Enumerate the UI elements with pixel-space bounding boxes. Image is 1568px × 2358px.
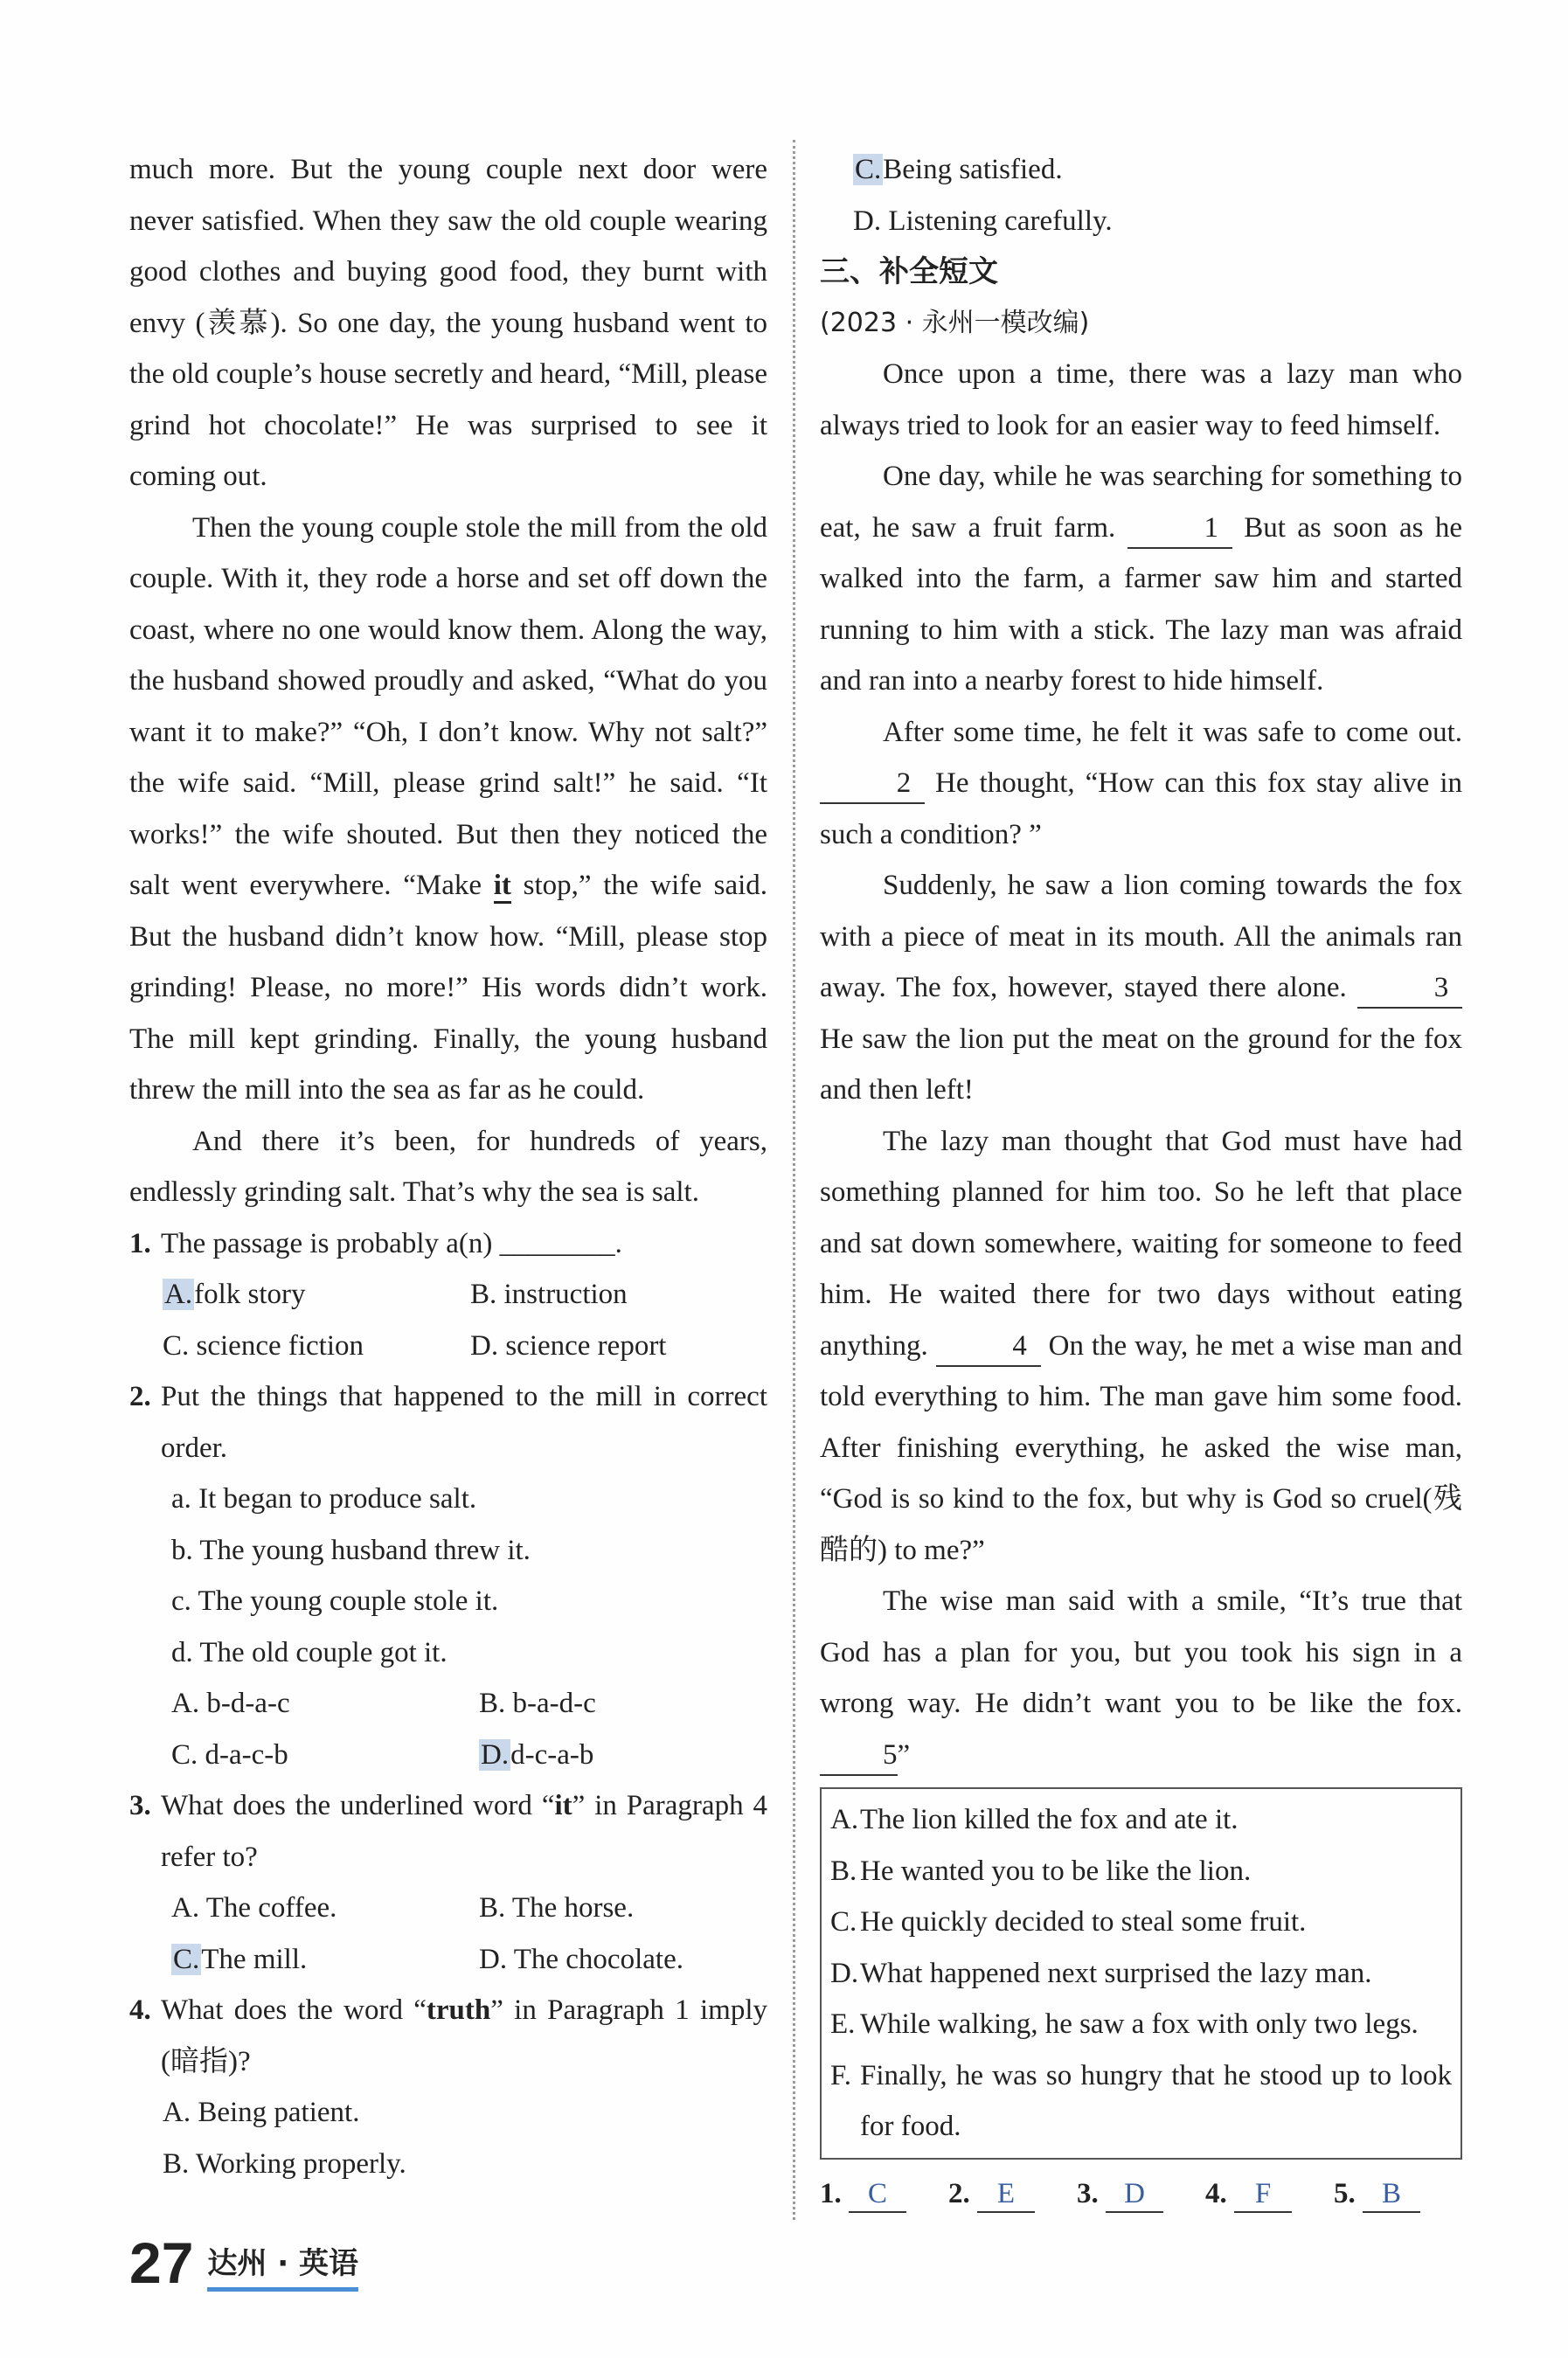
blank-5[interactable]: 5 (820, 1736, 898, 1776)
blank-3[interactable]: 3 (1357, 968, 1462, 1009)
option-b[interactable]: B. instruction (470, 1279, 628, 1310)
question-3: 3. What does the underlined word “it” in Paragraph 4 refer to? (129, 1790, 767, 1873)
passage-paragraph: Suddenly, he saw a lion coming towards the fox with a piece of meat in its mouth. All the animals ran away. The fox, however, stayed there alone. 3 He saw the lion put the meat on the ground for the fox and then left! (820, 870, 1462, 1106)
option-d[interactable]: D.d-c-a-b (481, 1738, 594, 1771)
order-item: b. The young husband threw it. (171, 1534, 531, 1566)
option-a[interactable]: A. b-d-a-c (171, 1688, 290, 1719)
answer-mark: C. (855, 154, 882, 185)
option-c[interactable]: C. science fiction (163, 1329, 364, 1362)
underlined-word: it (494, 870, 511, 904)
source-note: (2023 · 永州一模改编) (820, 307, 1090, 338)
option-c[interactable]: C.Being satisfied. (855, 154, 1063, 185)
option-c[interactable]: C.The mill. (173, 1943, 308, 1975)
question-1-options (129, 1269, 767, 1371)
passage-paragraph: And there it’s been, for hundreds of years, endlessly grinding salt. That’s why the sea is salt. (129, 1125, 767, 1208)
option-a[interactable]: A. The lion killed the fox and ate it. (830, 1804, 1238, 1835)
blank-2[interactable]: 2 (820, 764, 925, 804)
left-column (129, 144, 767, 2189)
answer-1[interactable]: 1. C (820, 2168, 948, 2220)
passage-paragraph: One day, while he was searching for something to eat, he saw a fruit farm. 1 But as soon as he walked into the farm, a farmer saw him and started running to him with a stick. The lazy man was afraid and ran into a nearby forest to hide himself. (820, 461, 1463, 697)
passage-paragraph: The lazy man thought that God must have had something planned for him too. So he left that place and sat down somewhere, waiting for someone to feed him. He waited there for two days without eating anything. 4 On the way, he met a wise man and told everything to him. The man gave him some food. After finishing everything, he asked the wise man, “God is so kind to the fox, but why is God so cruel(残酷的) to me?” (820, 1125, 1463, 1566)
answer-3[interactable]: 3. D (1077, 2168, 1205, 2220)
option-d[interactable]: D. What happened next surprised the lazy man. (830, 1957, 1372, 1989)
option-a[interactable]: A.folk story (164, 1279, 306, 1310)
option-c[interactable]: C. d-a-c-b (171, 1738, 288, 1771)
question-3-options (129, 1883, 767, 1985)
answer-2[interactable]: 2. E (948, 2168, 1077, 2220)
blank-4[interactable]: 4 (936, 1327, 1041, 1367)
passage-paragraph: Once upon a time, there was a lazy man who always tried to look for an easier way to feed himself. (820, 358, 1462, 441)
option-b[interactable]: B. Working properly. (163, 2147, 406, 2180)
option-b[interactable]: B. He wanted you to be like the lion. (830, 1855, 1252, 1887)
answer-mark: C. (173, 1943, 200, 1975)
order-item: d. The old couple got it. (171, 1636, 448, 1668)
option-d[interactable]: D. The chocolate. (479, 1943, 683, 1975)
options-box (820, 1787, 1462, 2160)
option-c[interactable]: C. He quickly decided to steal some fruit. (830, 1906, 1307, 1938)
passage-paragraph: Then the young couple stole the mill from the old couple. With it, they rode a horse and set off down the coast, where no one would know them. Along the way, the husband showed proudly and asked, “What do you want it to make?” “Oh, I don’t know. Why not salt?” the wife said. “Mill, please grind salt!” he said. “It works!” the wife shouted. But then they noticed the salt went everywhere. “Make it stop,” the wife said. But the husband didn’t know how. “Mill, please stop grinding! Please, no more!” His words didn’t work. The mill kept grinding. Finally, the young husband threw the mill into the sea as far as he could. (129, 511, 768, 1106)
passage-paragraph: The wise man said with a smile, “It’s true that God has a plan for you, but you took his sign in a wrong way. He didn’t want you to be like the fox. 5” (820, 1576, 1462, 1780)
page-number: 27 (129, 2230, 194, 2295)
answer-mark: D. (481, 1738, 510, 1771)
option-b[interactable]: B. The horse. (479, 1892, 635, 1924)
question-2: 2. Put the things that happened to the mill in correct order. (129, 1381, 767, 1464)
question-4: 4. What does the word “truth” in Paragraph 1 imply (暗指)? (129, 1994, 767, 2077)
order-item: a. It began to produce salt. (171, 1483, 477, 1515)
answer-mark: A. (164, 1279, 193, 1310)
footer-title: 达州 · 英语 (207, 2239, 358, 2292)
passage-paragraph: much more. But the young couple next door were never satisfied. When they saw the old couple wearing good clothes and buying good food, they burnt with envy (羡慕). So one day, the young husband went to the old couple’s house secretly and heard, “Mill, please grind hot chocolate!” He was surprised to see it coming out. (129, 154, 767, 492)
answer-5[interactable]: 5. B (1334, 2168, 1462, 2220)
option-e[interactable]: E. While walking, he saw a fox with only two legs. (830, 2008, 1419, 2040)
blank-1[interactable]: 1 (1127, 509, 1232, 549)
question-1: 1. The passage is probably a(n) ________. (129, 1227, 622, 1259)
option-d[interactable]: D. Listening carefully. (853, 205, 1113, 237)
section-heading: 三、补全短文 (820, 254, 998, 289)
answer-4[interactable]: 4. F (1205, 2168, 1334, 2220)
question-2-options (129, 1678, 767, 1780)
option-a[interactable]: A. Being patient. (163, 2097, 360, 2128)
column-divider (793, 140, 795, 2220)
passage-paragraph: After some time, he felt it was safe to come out. 2 He thought, “How can this fox stay alive in such a condition? ” (820, 716, 1463, 850)
option-a[interactable]: A. The coffee. (171, 1892, 337, 1924)
option-f[interactable]: F. Finally, he was so hungry that he stood up to look for food. (830, 2059, 1452, 2142)
option-d[interactable]: D. science report (470, 1329, 667, 1362)
option-b[interactable]: B. b-a-d-c (479, 1688, 596, 1719)
right-column (820, 144, 1462, 2219)
page-footer (129, 2230, 359, 2295)
answer-row (820, 2168, 1462, 2220)
order-item: c. The young couple stole it. (171, 1585, 499, 1617)
